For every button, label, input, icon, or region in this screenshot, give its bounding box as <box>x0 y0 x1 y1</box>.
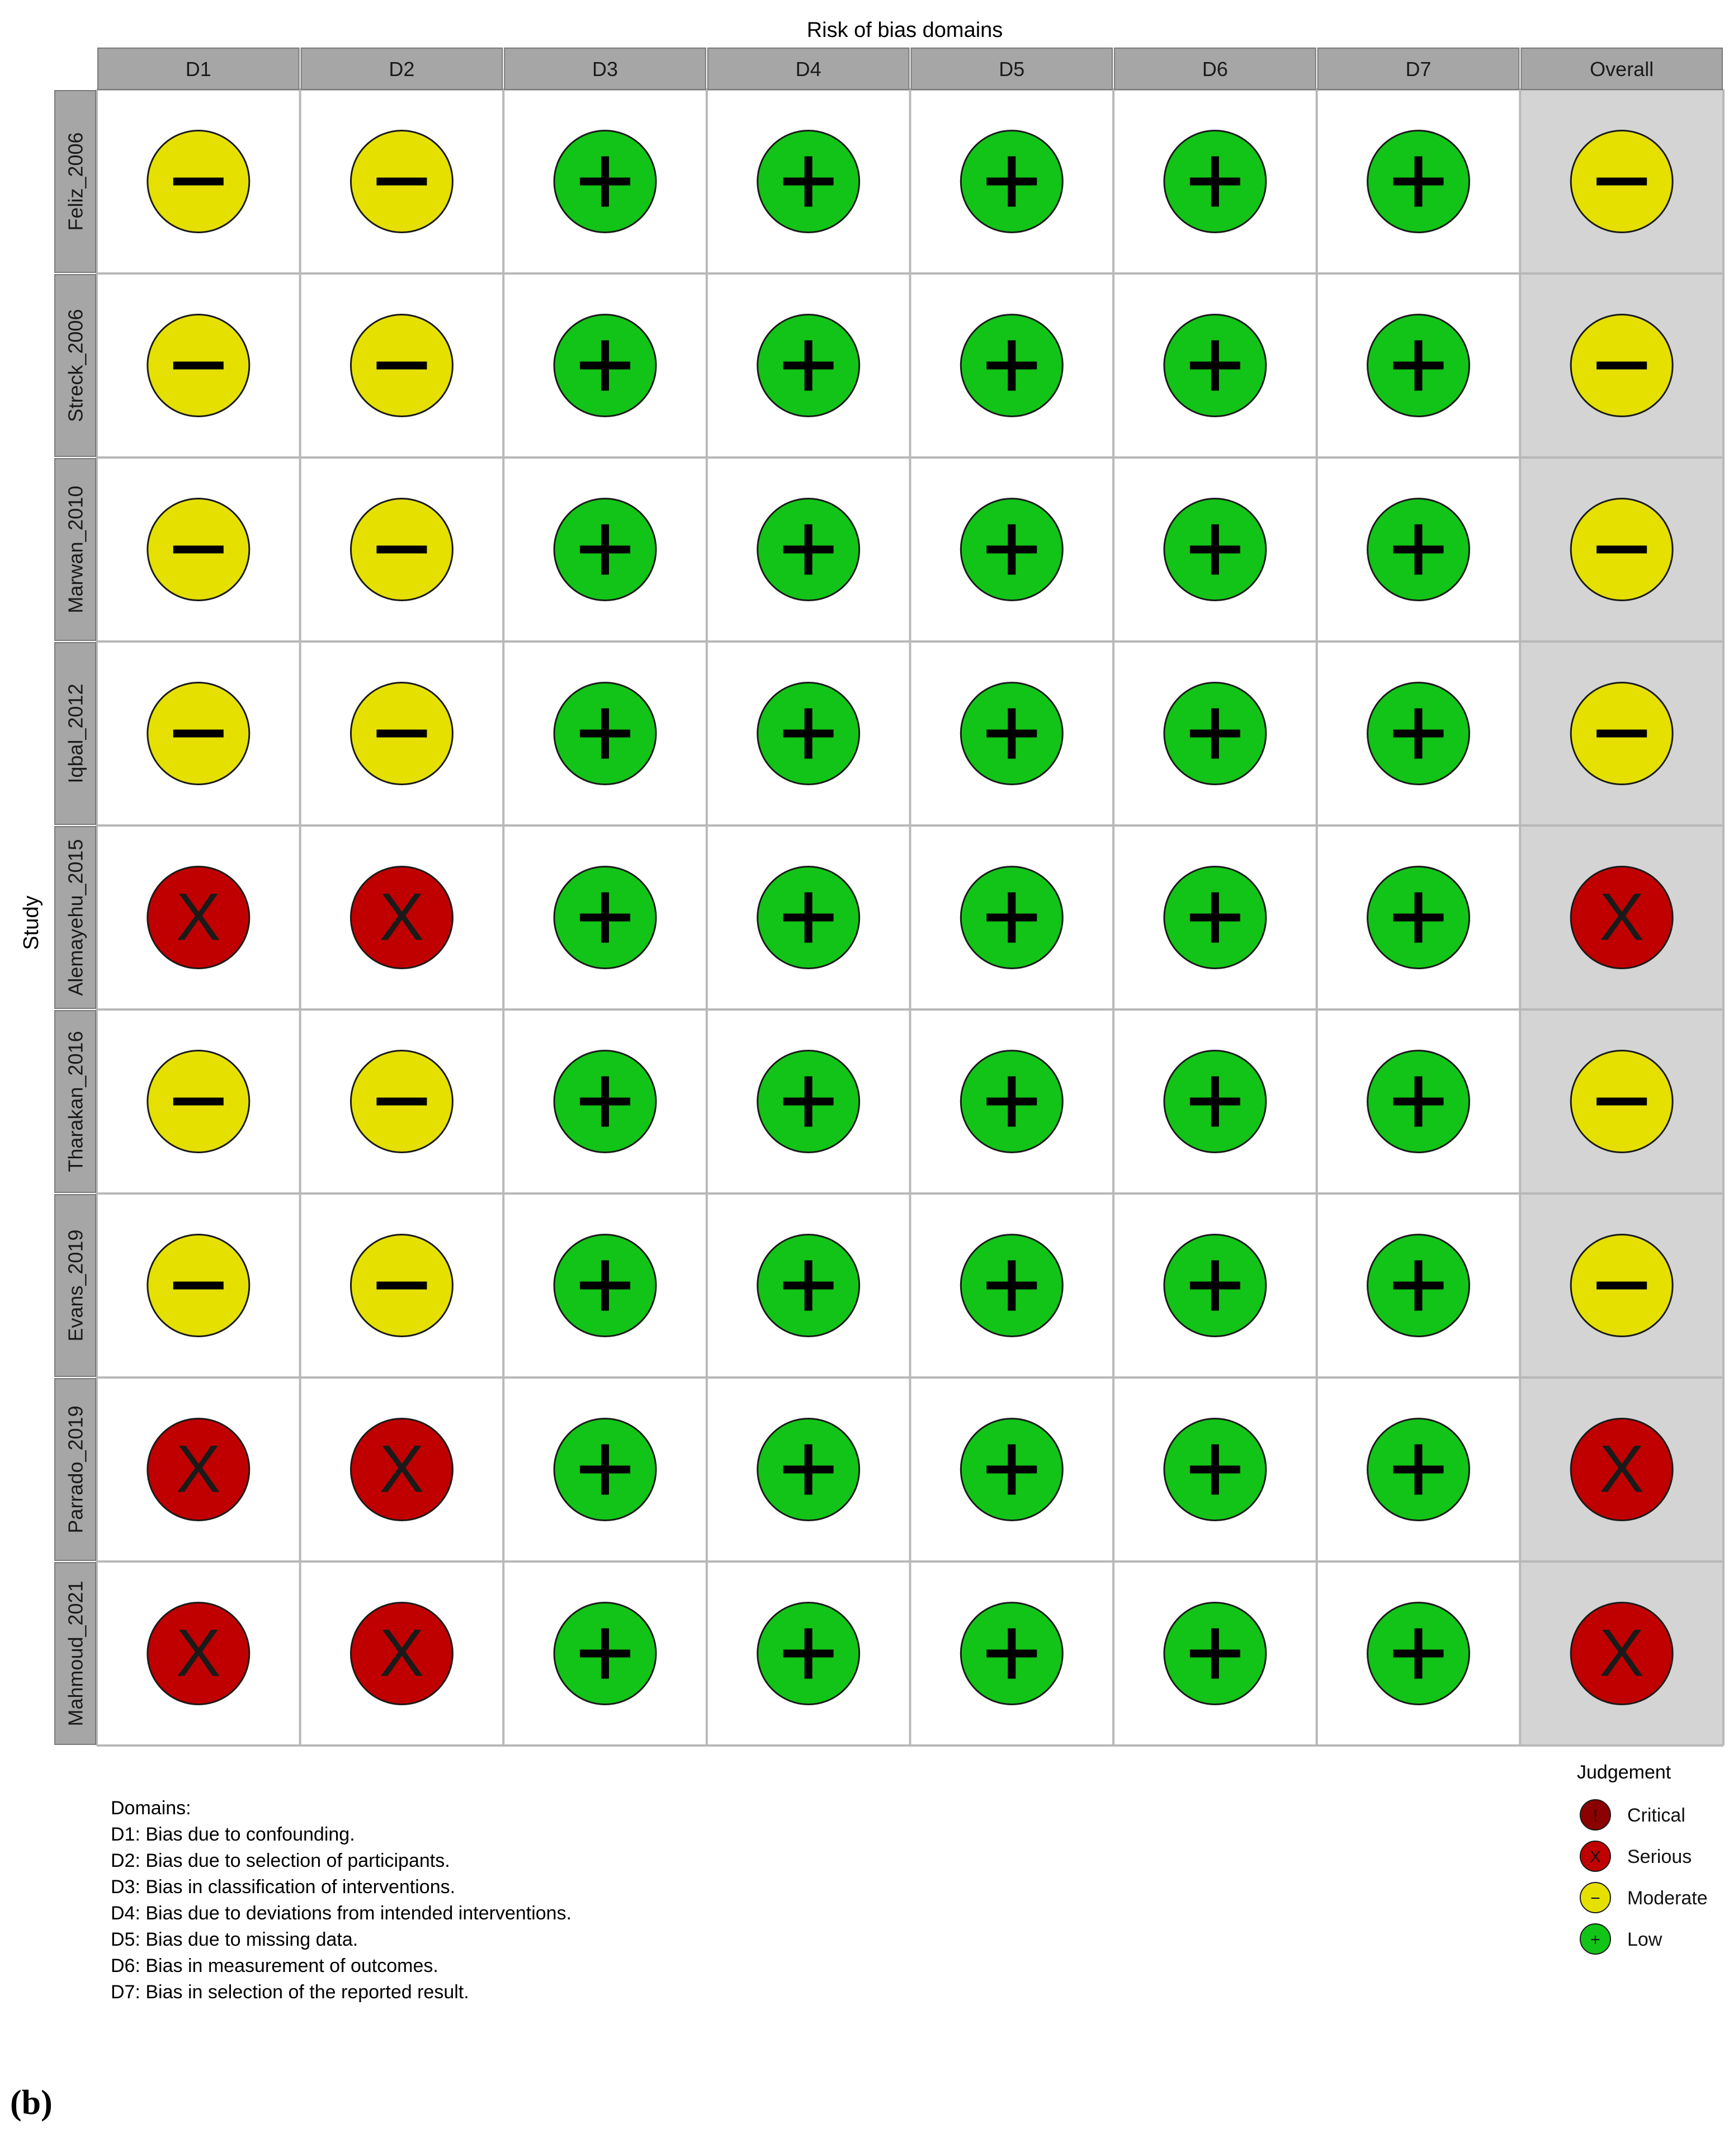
plus-icon-bar <box>1415 1445 1423 1495</box>
minus-icon <box>173 362 224 370</box>
column-header-label: D2 <box>389 58 415 81</box>
plus-icon-bar <box>1415 709 1423 759</box>
judgement-tharakan-2016-d7 <box>1368 1051 1470 1153</box>
x-icon: X <box>1599 1615 1645 1691</box>
legend-label: Moderate <box>1627 1888 1708 1909</box>
domain-d5: D5: Bias due to missing data. <box>111 1929 358 1950</box>
plus-icon-bar <box>805 709 812 759</box>
plus-icon-bar <box>601 1261 609 1311</box>
study-label: Alemayehu_2015 <box>64 839 87 996</box>
plus-icon-bar <box>805 1077 812 1127</box>
judgement-marwan-2010-overall <box>1571 499 1673 601</box>
study-label: Marwan_2010 <box>64 485 87 614</box>
judgement-iqbal-2012-overall <box>1571 683 1673 785</box>
judgement-marwan-2010-d3 <box>554 499 656 601</box>
judgement-feliz-2006-d6 <box>1164 131 1266 233</box>
judgement-feliz-2006-d5 <box>961 131 1062 233</box>
minus-icon <box>376 362 427 370</box>
judgement-marwan-2010-d1 <box>148 499 249 601</box>
minus-icon <box>376 546 427 554</box>
plus-icon-bar <box>1008 341 1015 391</box>
judgement-streck-2006-d4 <box>758 315 859 417</box>
judgement-alemayehu-2015-overall <box>1571 867 1673 969</box>
legend-item-critical <box>1580 1800 1685 1830</box>
legend-symbol: ! <box>1593 1806 1598 1825</box>
judgement-mahmoud-2021-d4 <box>758 1603 859 1705</box>
judgement-mahmoud-2021-d2 <box>351 1603 452 1705</box>
judgement-parrado-2019-d6 <box>1164 1419 1266 1521</box>
column-header-label: D6 <box>1202 58 1228 81</box>
minus-icon <box>376 730 427 738</box>
plus-icon-bar <box>601 1077 609 1127</box>
plus-icon-bar <box>1211 1077 1219 1127</box>
plus-icon-bar <box>601 893 609 943</box>
judgement-streck-2006-d7 <box>1368 315 1470 417</box>
x-icon: X <box>379 879 424 955</box>
minus-icon <box>173 730 224 738</box>
legend-item-moderate <box>1580 1883 1708 1913</box>
plus-icon-bar <box>1211 893 1219 943</box>
minus-icon <box>1596 730 1647 738</box>
plus-icon-bar <box>1008 1261 1015 1311</box>
judgement-tharakan-2016-d3 <box>554 1051 656 1153</box>
minus-icon <box>1596 546 1647 554</box>
plus-icon-bar <box>1008 525 1015 575</box>
minus-icon <box>173 1098 224 1106</box>
judgement-parrado-2019-d2 <box>351 1419 452 1521</box>
judgement-evans-2019-d6 <box>1164 1235 1266 1337</box>
x-icon: X <box>176 1615 221 1691</box>
x-icon: X <box>1599 1431 1645 1507</box>
judgement-parrado-2019-d3 <box>554 1419 656 1521</box>
plus-icon-bar <box>805 1261 812 1311</box>
judgement-alemayehu-2015-d6 <box>1164 867 1266 969</box>
judgement-iqbal-2012-d7 <box>1368 683 1470 785</box>
domain-d4: D4: Bias due to deviations from intended interventions. <box>111 1903 572 1924</box>
domains-heading: Domains: <box>111 1798 191 1819</box>
study-label: Mahmoud_2021 <box>64 1581 87 1726</box>
minus-icon <box>1596 1282 1647 1290</box>
plus-icon-bar <box>601 157 609 207</box>
minus-icon <box>1596 362 1647 370</box>
legend-label: Low <box>1627 1929 1662 1950</box>
plus-icon-bar <box>1415 525 1423 575</box>
judgement-alemayehu-2015-d7 <box>1368 867 1470 969</box>
judgement-feliz-2006-d7 <box>1368 131 1470 233</box>
judgement-alemayehu-2015-d2 <box>351 867 452 969</box>
judgement-evans-2019-d4 <box>758 1235 859 1337</box>
judgement-marwan-2010-d4 <box>758 499 859 601</box>
plus-icon-bar <box>601 1629 609 1679</box>
x-icon: X <box>379 1431 424 1507</box>
judgement-marwan-2010-d5 <box>961 499 1062 601</box>
judgement-alemayehu-2015-d1 <box>148 867 249 969</box>
judgement-feliz-2006-overall <box>1571 131 1673 233</box>
plus-icon-bar <box>1211 341 1219 391</box>
x-icon: X <box>176 1431 221 1507</box>
plus-icon-bar <box>1008 157 1015 207</box>
judgement-tharakan-2016-d6 <box>1164 1051 1266 1153</box>
judgement-mahmoud-2021-d1 <box>148 1603 249 1705</box>
domain-d7: D7: Bias in selection of the reported result. <box>111 1982 469 2003</box>
study-label: Parrado_2019 <box>64 1405 87 1534</box>
study-label: Tharakan_2016 <box>64 1031 87 1172</box>
minus-icon <box>173 546 224 554</box>
x-icon: X <box>379 1615 424 1691</box>
y-axis-label: Study <box>20 895 43 950</box>
plus-icon-bar <box>1415 1077 1423 1127</box>
judgement-evans-2019-d5 <box>961 1235 1062 1337</box>
x-icon: X <box>176 879 221 955</box>
plus-icon-bar <box>1415 157 1423 207</box>
legend <box>1577 1762 1708 1954</box>
plus-icon-bar <box>1211 1629 1219 1679</box>
judgement-iqbal-2012-d1 <box>148 683 249 785</box>
judgement-tharakan-2016-d2 <box>351 1051 452 1153</box>
judgement-evans-2019-d7 <box>1368 1235 1470 1337</box>
x-icon: X <box>1599 879 1645 955</box>
domain-d1: D1: Bias due to confounding. <box>111 1824 355 1845</box>
judgement-tharakan-2016-d1 <box>148 1051 249 1153</box>
judgement-streck-2006-d6 <box>1164 315 1266 417</box>
judgement-iqbal-2012-d3 <box>554 683 656 785</box>
judgement-streck-2006-d2 <box>351 315 452 417</box>
column-header-label: D1 <box>185 58 211 81</box>
judgement-feliz-2006-d1 <box>148 131 249 233</box>
study-label: Streck_2006 <box>64 309 87 422</box>
legend-symbol: + <box>1590 1931 1600 1949</box>
minus-icon <box>376 1282 427 1290</box>
judgement-iqbal-2012-d5 <box>961 683 1062 785</box>
plus-icon-bar <box>805 893 812 943</box>
judgement-marwan-2010-d2 <box>351 499 452 601</box>
panel-label: (b) <box>10 2084 53 2122</box>
legend-label: Serious <box>1627 1846 1692 1867</box>
plus-icon-bar <box>601 341 609 391</box>
legend-item-serious <box>1580 1841 1692 1871</box>
study-label: Feliz_2006 <box>64 132 87 231</box>
judgement-parrado-2019-d1 <box>148 1419 249 1521</box>
plus-icon-bar <box>1415 1629 1423 1679</box>
judgement-mahmoud-2021-d7 <box>1368 1603 1470 1705</box>
study-label: Iqbal_2012 <box>64 683 87 784</box>
plus-icon-bar <box>805 1629 812 1679</box>
judgement-parrado-2019-d5 <box>961 1419 1062 1521</box>
plus-icon-bar <box>1211 1261 1219 1311</box>
judgement-tharakan-2016-d5 <box>961 1051 1062 1153</box>
judgement-parrado-2019-overall <box>1571 1419 1673 1521</box>
minus-icon <box>1596 1098 1647 1106</box>
chart-title: Risk of bias domains <box>806 18 1003 42</box>
judgement-parrado-2019-d4 <box>758 1419 859 1521</box>
legend-title: Judgement <box>1577 1762 1671 1783</box>
plus-icon-bar <box>1008 1077 1015 1127</box>
judgement-mahmoud-2021-d3 <box>554 1603 656 1705</box>
legend-label: Critical <box>1627 1805 1685 1826</box>
plus-icon-bar <box>1008 1445 1015 1495</box>
judgement-streck-2006-overall <box>1571 315 1673 417</box>
plus-icon-bar <box>1211 157 1219 207</box>
judgement-mahmoud-2021-d5 <box>961 1603 1062 1705</box>
domain-d2: D2: Bias due to selection of participants. <box>111 1850 450 1871</box>
plus-icon-bar <box>1211 525 1219 575</box>
plus-icon-bar <box>805 341 812 391</box>
judgement-evans-2019-d2 <box>351 1235 452 1337</box>
minus-icon <box>376 178 427 186</box>
judgement-streck-2006-d5 <box>961 315 1062 417</box>
domain-d6: D6: Bias in measurement of outcomes. <box>111 1955 438 1976</box>
judgement-iqbal-2012-d6 <box>1164 683 1266 785</box>
minus-icon <box>173 178 224 186</box>
judgement-streck-2006-d1 <box>148 315 249 417</box>
plus-icon-bar <box>1008 709 1015 759</box>
judgement-marwan-2010-d6 <box>1164 499 1266 601</box>
judgement-feliz-2006-d3 <box>554 131 656 233</box>
domain-d3: D3: Bias in classification of interventions. <box>111 1876 456 1898</box>
judgement-marwan-2010-d7 <box>1368 499 1470 601</box>
judgement-parrado-2019-d7 <box>1368 1419 1470 1521</box>
judgement-iqbal-2012-d4 <box>758 683 859 785</box>
plus-icon-bar <box>805 525 812 575</box>
legend-symbol: − <box>1590 1889 1600 1908</box>
minus-icon <box>173 1282 224 1290</box>
judgement-evans-2019-d3 <box>554 1235 656 1337</box>
plus-icon-bar <box>1415 893 1423 943</box>
plus-icon-bar <box>601 525 609 575</box>
plus-icon-bar <box>601 1445 609 1495</box>
column-header-label: D4 <box>795 58 821 81</box>
judgement-feliz-2006-d2 <box>351 131 452 233</box>
judgement-feliz-2006-d4 <box>758 131 859 233</box>
plus-icon-bar <box>1415 1261 1423 1311</box>
judgement-alemayehu-2015-d4 <box>758 867 859 969</box>
judgement-evans-2019-d1 <box>148 1235 249 1337</box>
judgement-tharakan-2016-overall <box>1571 1051 1673 1153</box>
study-label: Evans_2019 <box>64 1229 87 1342</box>
plus-icon-bar <box>1211 1445 1219 1495</box>
column-header-label: D3 <box>592 58 618 81</box>
plus-icon-bar <box>601 709 609 759</box>
judgement-mahmoud-2021-d6 <box>1164 1603 1266 1705</box>
plus-icon-bar <box>805 157 812 207</box>
judgement-alemayehu-2015-d5 <box>961 867 1062 969</box>
minus-icon <box>376 1098 427 1106</box>
column-header-label: D5 <box>999 58 1025 81</box>
minus-icon <box>1596 178 1647 186</box>
judgement-iqbal-2012-d2 <box>351 683 452 785</box>
column-header-label: Overall <box>1590 58 1654 81</box>
judgement-evans-2019-overall <box>1571 1235 1673 1337</box>
judgement-alemayehu-2015-d3 <box>554 867 656 969</box>
judgement-tharakan-2016-d4 <box>758 1051 859 1153</box>
judgement-streck-2006-d3 <box>554 315 656 417</box>
plus-icon-bar <box>1008 893 1015 943</box>
plus-icon-bar <box>1211 709 1219 759</box>
legend-symbol: X <box>1589 1848 1602 1866</box>
legend-item-low <box>1580 1924 1662 1954</box>
column-header-label: D7 <box>1405 58 1432 81</box>
plus-icon-bar <box>1008 1629 1015 1679</box>
plus-icon-bar <box>805 1445 812 1495</box>
judgement-mahmoud-2021-overall <box>1571 1603 1673 1705</box>
domains-legend <box>111 1795 571 2006</box>
plus-icon-bar <box>1415 341 1423 391</box>
